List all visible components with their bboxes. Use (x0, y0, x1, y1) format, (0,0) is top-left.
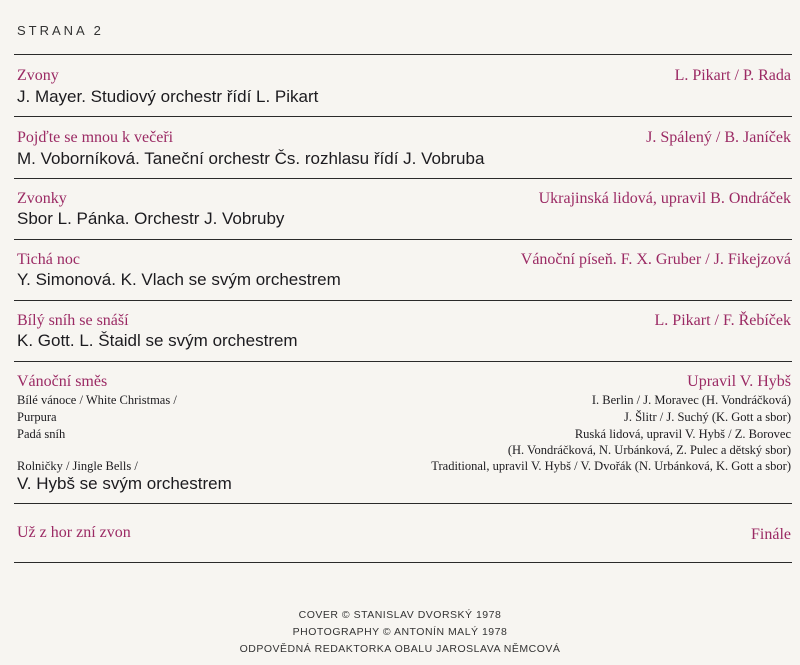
editor-credit: ODPOVĚDNÁ REDAKTORKA OBALU JAROSLAVA NĚMCOVÁ (239, 643, 561, 655)
medley-credit: J. Šlitr / J. Suchý (K. Gott a sbor) (623, 410, 791, 424)
divider (14, 239, 792, 240)
track-credit: L. Pikart / F. Řebíček (654, 312, 791, 329)
track-credit: Ukrajinská lidová, upravil B. Ondráček (538, 190, 791, 207)
medley-song: Rolničky / Jingle Bells / (17, 459, 138, 473)
divider (14, 178, 792, 179)
track-title: Pojďte se mnou k večeři (17, 129, 174, 146)
medley-song: Bílé vánoce / White Christmas / (17, 393, 177, 407)
track-title: Už z hor zní zvon (17, 524, 131, 541)
track-credit: Upravil V. Hybš (687, 373, 791, 390)
track-credit: Vánoční píseň. F. X. Gruber / J. Fikejzová (520, 251, 791, 268)
track-title: Zvonky (17, 190, 67, 207)
track-performer: Y. Simonová. K. Vlach se svým orchestrem (17, 270, 341, 289)
track-credit: Finále (751, 526, 791, 543)
medley-credit: Ruská lidová, upravil V. Hybš / Z. Borovec (574, 427, 791, 441)
track-performer: J. Mayer. Studiový orchestr řídí L. Pikart (17, 87, 319, 106)
medley-song: Padá sníh (17, 427, 66, 441)
medley-song: Purpura (17, 410, 57, 424)
divider (14, 562, 792, 563)
track-performer: V. Hybš se svým orchestrem (17, 474, 232, 493)
side-label: STRANA 2 (17, 23, 104, 38)
divider (14, 300, 792, 301)
divider (14, 54, 792, 55)
medley-credit: Traditional, upravil V. Hybš / V. Dvořák (N. Urbánková, K. Gott a sbor) (431, 459, 791, 473)
track-performer: Sbor L. Pánka. Orchestr J. Vobruby (17, 209, 285, 228)
divider (14, 361, 792, 362)
divider (14, 503, 792, 504)
divider (14, 116, 792, 117)
cover-credit: COVER © STANISLAV DVORSKÝ 1978 (298, 609, 502, 621)
photography-credit: PHOTOGRAPHY © ANTONÍN MALÝ 1978 (292, 626, 508, 638)
track-credit: J. Spálený / B. Janíček (646, 129, 791, 146)
track-performer: K. Gott. L. Štaidl se svým orchestrem (17, 331, 298, 350)
track-title: Bílý sníh se snáší (17, 312, 129, 329)
track-title: Vánoční směs (17, 373, 108, 390)
track-title: Tichá noc (17, 251, 80, 268)
track-title: Zvony (17, 67, 59, 84)
medley-credit: I. Berlin / J. Moravec (H. Vondráčková) (591, 393, 791, 407)
medley-credit: (H. Vondráčková, N. Urbánková, Z. Pulec a dětský sbor) (507, 443, 791, 457)
track-credit: L. Pikart / P. Rada (674, 67, 791, 84)
track-performer: M. Voborníková. Taneční orchestr Čs. rozhlasu řídí J. Vobruba (17, 149, 485, 168)
